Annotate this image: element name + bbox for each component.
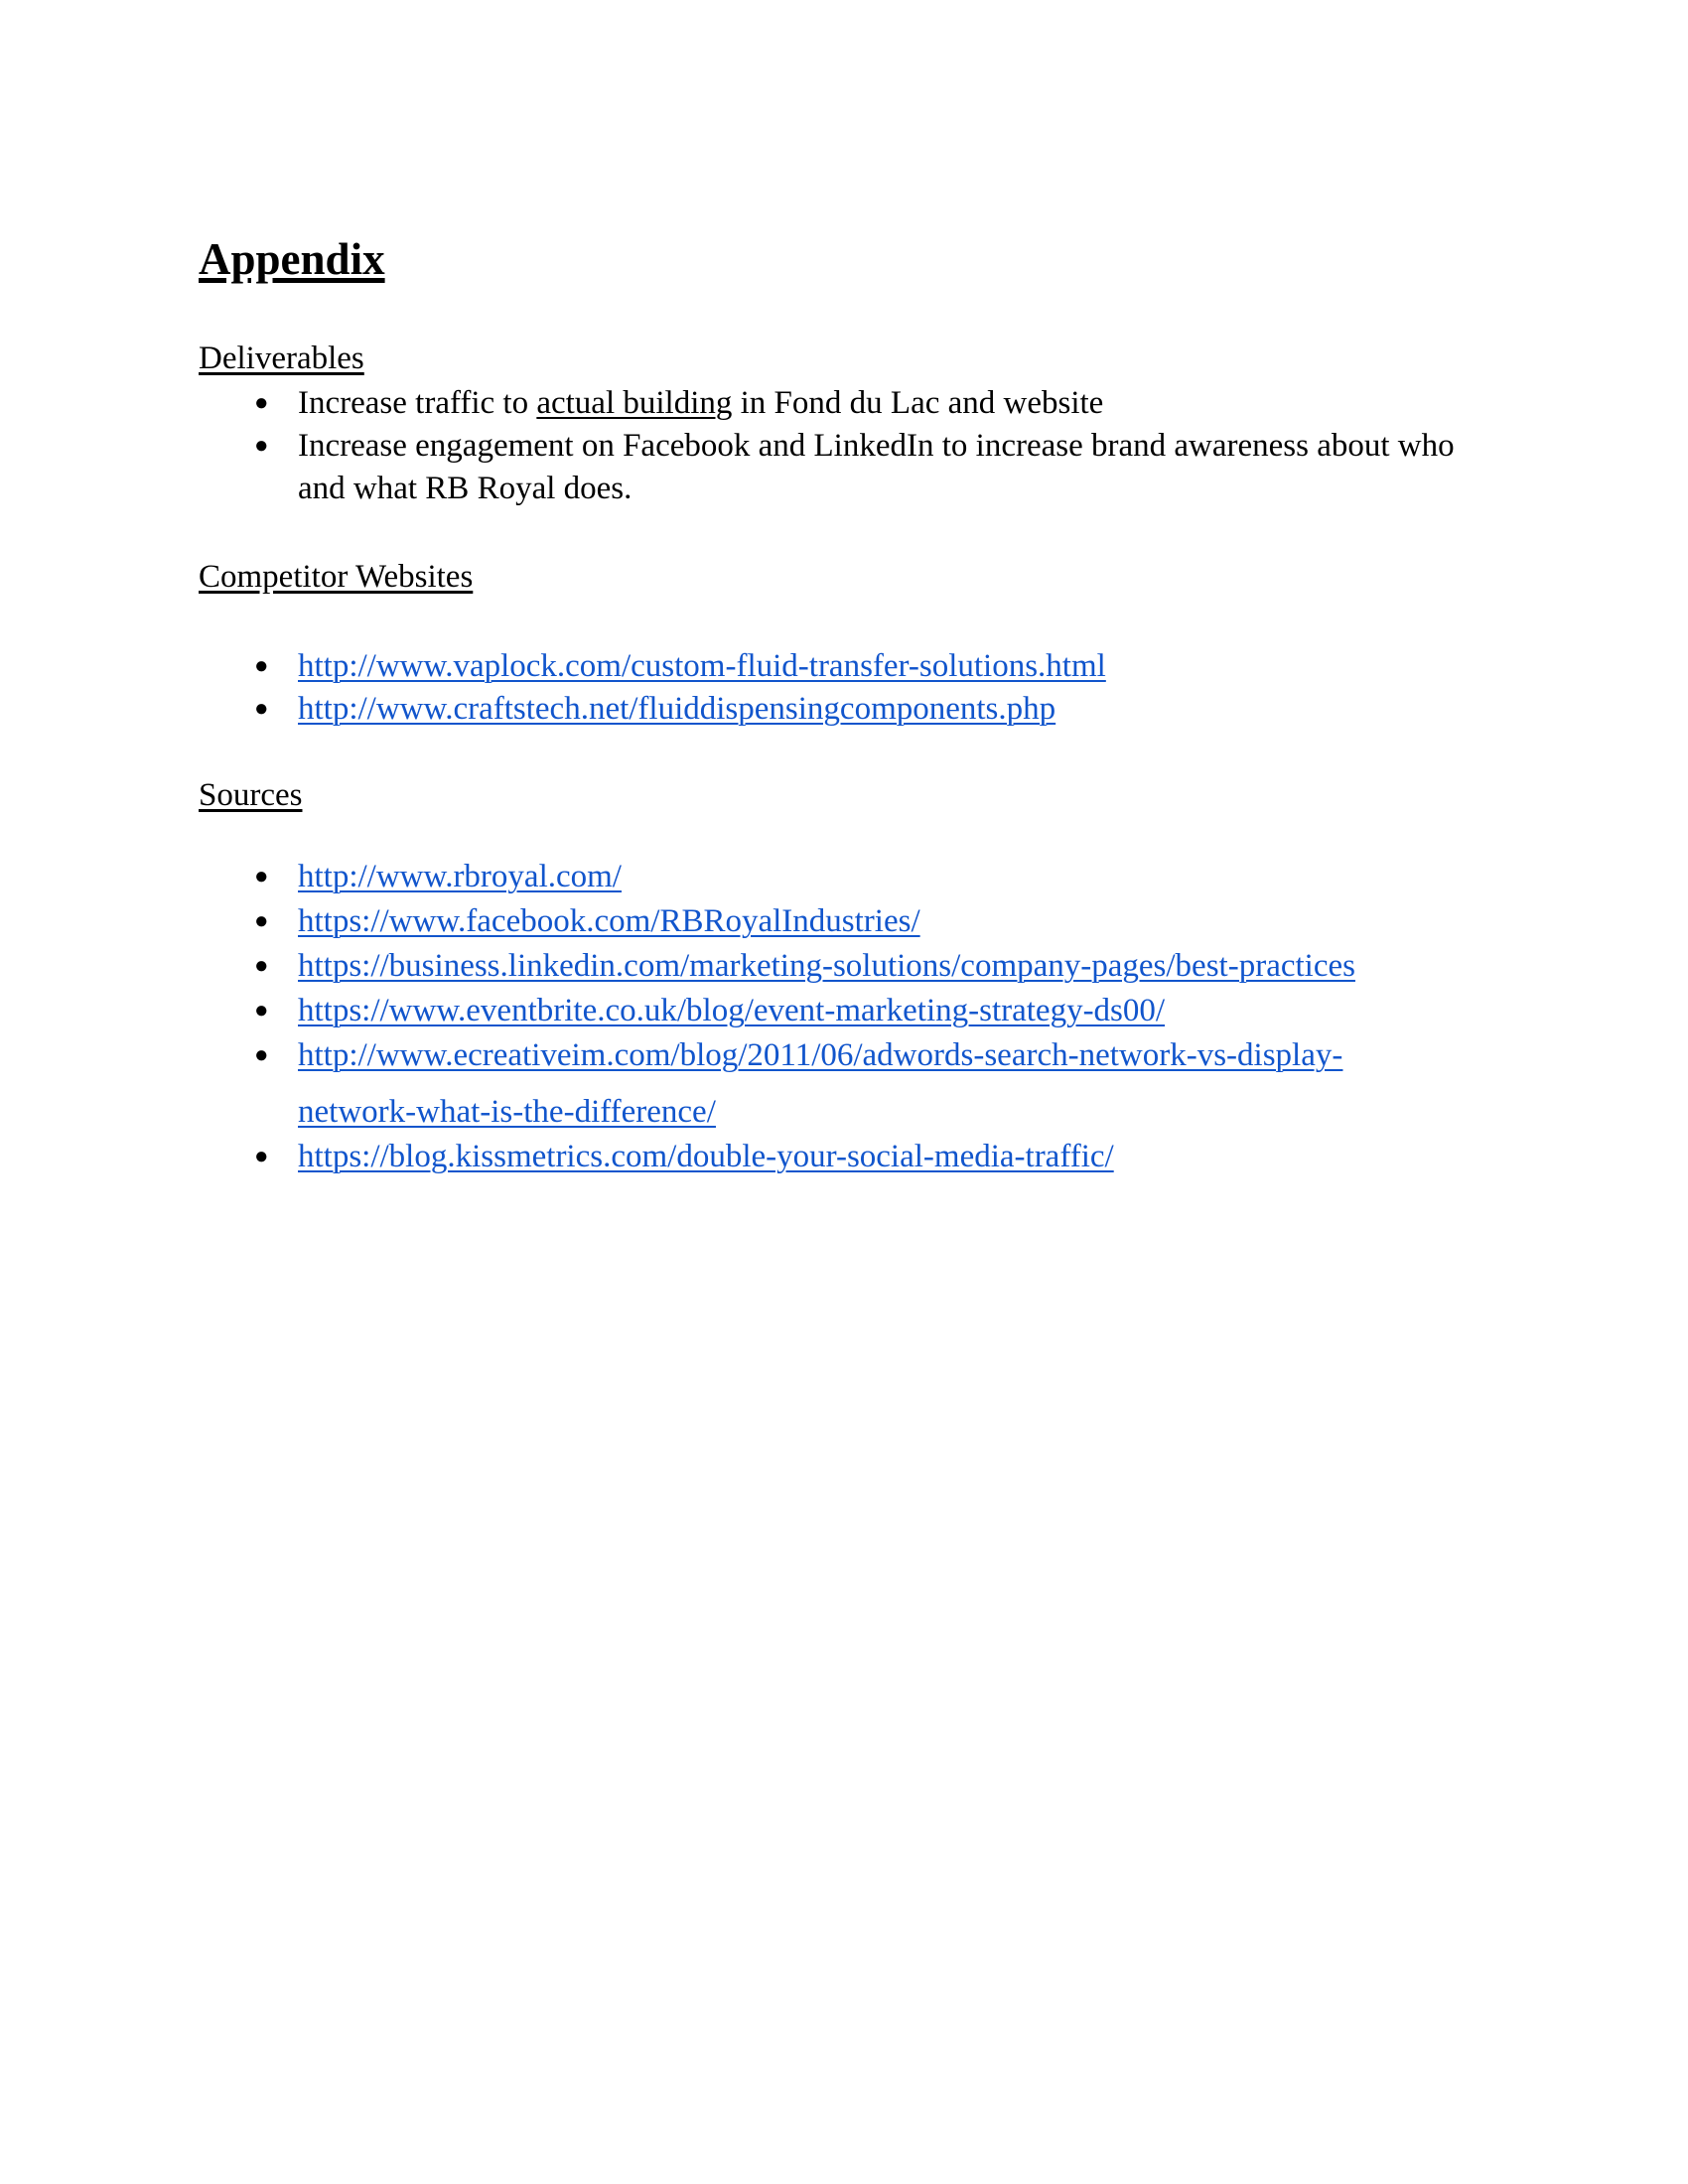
deliverable-1-text <box>298 385 1103 421</box>
sources-heading: Sources <box>199 777 303 813</box>
deliverable-1-underlined: actual building <box>536 385 733 421</box>
bullet-icon: ● <box>254 908 269 934</box>
link-rbroyal[interactable]: http://www.rbroyal.com/ <box>298 859 622 894</box>
appendix-heading: Appendix <box>199 234 385 284</box>
link-linkedin[interactable]: https://business.linkedin.com/marketing-solutions/company-pages/best-practices <box>298 948 1355 984</box>
link-kissmetrics[interactable]: https://blog.kissmetrics.com/double-your-social-media-traffic/ <box>298 1139 1114 1174</box>
list-item-source-4 <box>199 989 1489 1033</box>
bullet-icon: ● <box>254 433 269 459</box>
deliverable-2-text <box>298 425 1489 510</box>
link-ecreativeim[interactable] <box>298 1033 1489 1135</box>
bullet-icon: ● <box>254 653 269 679</box>
deliverables-heading: Deliverables <box>199 341 364 376</box>
list-item-deliverable-1 <box>199 382 1489 425</box>
bullet-icon: ● <box>254 696 269 722</box>
bullet-icon: ● <box>254 864 269 889</box>
sources-list <box>199 855 1489 1179</box>
list-item-competitor-2 <box>199 688 1489 731</box>
bullet-icon: ● <box>254 953 269 979</box>
link-ecreativeim-line-1[interactable]: http://www.ecreativeim.com/blog/2011/06/adwords-search-network-vs-display- <box>298 1037 1343 1073</box>
competitor-websites-heading: Competitor Websites <box>199 559 474 595</box>
list-item-source-5 <box>199 1033 1489 1135</box>
bullet-icon: ● <box>254 1042 269 1068</box>
list-item-competitor-1 <box>199 645 1489 688</box>
list-item-source-3 <box>199 944 1489 989</box>
link-facebook[interactable]: https://www.facebook.com/RBRoyalIndustries/ <box>298 903 920 939</box>
deliverable-1-prefix: Increase traffic to <box>298 385 537 421</box>
list-item-source-1 <box>199 855 1489 899</box>
competitor-websites-list <box>199 645 1489 731</box>
bullet-icon: ● <box>254 390 269 416</box>
bullet-icon: ● <box>254 998 269 1024</box>
link-ecreativeim-line-2[interactable]: network-what-is-the-difference/ <box>298 1094 716 1130</box>
list-item-source-2 <box>199 899 1489 944</box>
list-item-deliverable-2 <box>199 425 1489 510</box>
link-craftstech[interactable]: http://www.craftstech.net/fluiddispensingcomponents.php <box>298 691 1056 727</box>
deliverable-2-line-1: Increase engagement on Facebook and LinkedIn to increase brand awareness about who <box>298 428 1455 464</box>
deliverables-list <box>199 382 1489 510</box>
link-eventbrite[interactable]: https://www.eventbrite.co.uk/blog/event-marketing-strategy-ds00/ <box>298 993 1166 1028</box>
link-vaplock[interactable]: http://www.vaplock.com/custom-fluid-transfer-solutions.html <box>298 648 1106 684</box>
bullet-icon: ● <box>254 1144 269 1169</box>
list-item-source-6 <box>199 1135 1489 1179</box>
deliverable-1-suffix: in Fond du Lac and website <box>732 385 1104 421</box>
deliverable-2-line-2: and what RB Royal does. <box>298 471 633 506</box>
